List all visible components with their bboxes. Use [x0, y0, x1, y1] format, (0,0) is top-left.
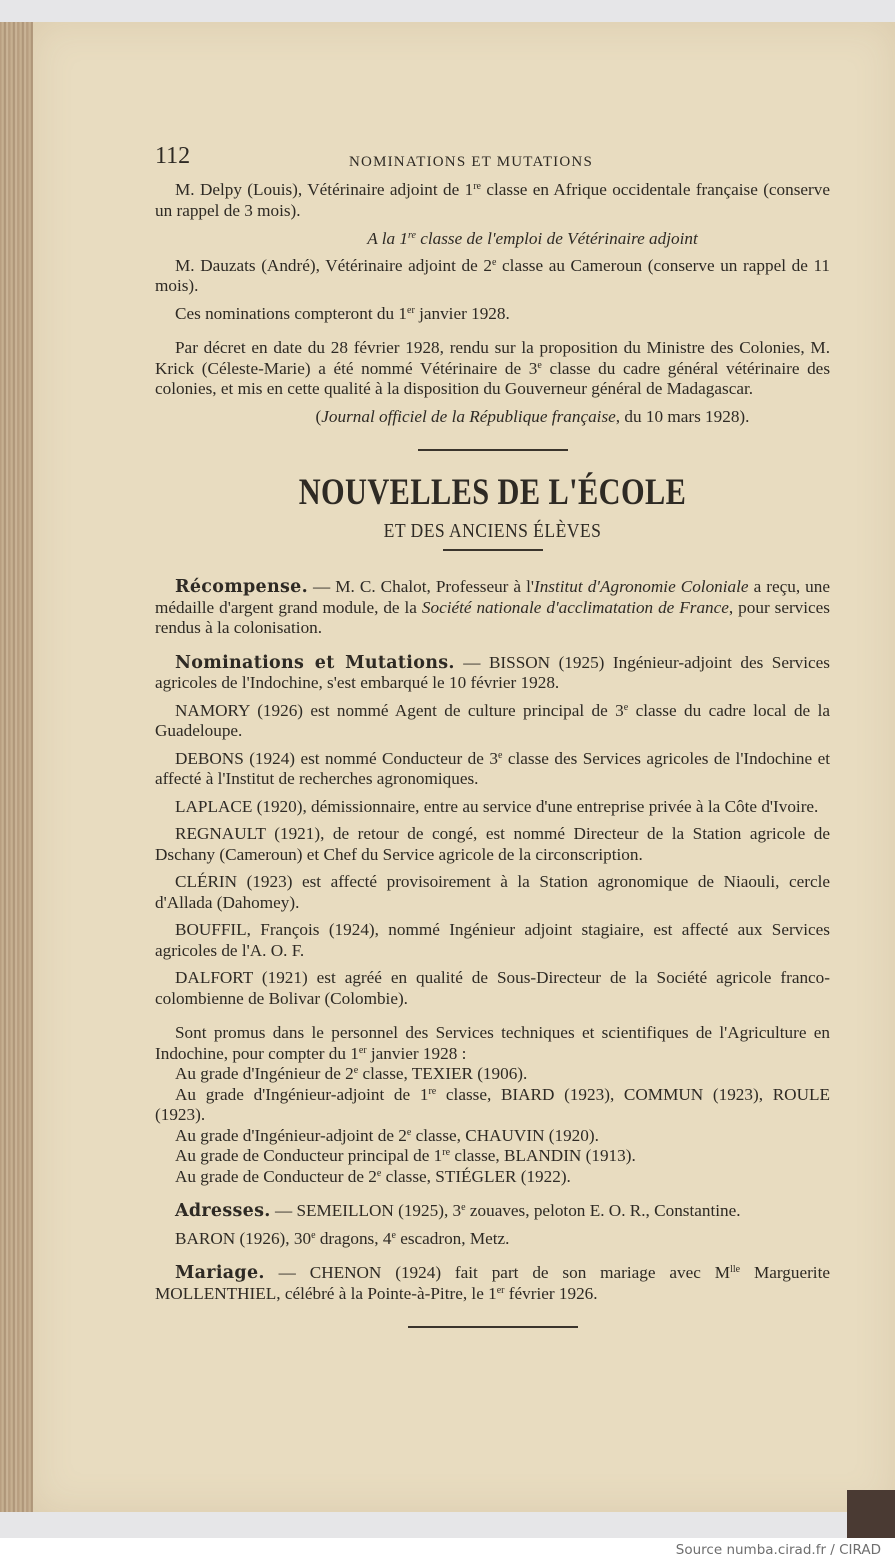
paragraph-effective-date: Ces nominations compteront du 1er janvier 1928. — [175, 303, 510, 323]
page-content — [155, 140, 830, 1328]
paragraph-promotions-intro: Sont promus dans le personnel des Services techniques et scientifiques de l'Agriculture en Indochine, pour compter du 1er janvier 1928 : — [155, 1023, 830, 1063]
section-subtitle: ET DES ANCIENS ÉLÈVES — [383, 520, 602, 542]
nomination-item: DEBONS (1924) est nommé Conducteur de 3e classe des Services agricoles de l'Indochine et affecté à l'Institut de recherches agronomiques. — [155, 748, 831, 788]
subheading-veterinaire-adjoint: A la 1re classe de l'emploi de Vétérinaire adjoint — [367, 229, 698, 248]
running-head — [155, 140, 830, 180]
source-credit: Source numba.cirad.fr / CIRAD — [675, 1542, 881, 1558]
paragraph-adresse-baron: BARON (1926), 30e dragons, 4e escadron, Metz. — [175, 1228, 510, 1248]
section-divider-under-title — [443, 549, 543, 551]
lead-adresses: Adresses. — [175, 1201, 271, 1221]
section-divider-top — [418, 449, 568, 451]
page-number: 112 — [155, 143, 191, 169]
promotion-item: Au grade de Conducteur principal de 1re classe, BLANDIN (1913). — [175, 1146, 636, 1165]
paragraph-nominations: Nominations et Mutations. — BISSON (1925) Ingénieur-adjoint des Services agricoles de l'Indochine, s'est embarqué le 10 février 1928. — [155, 652, 830, 692]
section-divider-bottom — [408, 1326, 578, 1328]
running-title: NOMINATIONS ET MUTATIONS — [349, 154, 593, 170]
nomination-item: NAMORY (1926) est nommé Agent de culture principal de 3e classe du cadre local de la Guadeloupe. — [155, 700, 830, 740]
promotion-item: Au grade de Conducteur de 2e classe, STIÉGLER (1922). — [175, 1166, 571, 1186]
paragraph-recompense: Récompense. — M. C. Chalot, Professeur à l'Institut d'Agronomie Coloniale a reçu, une médaille d'argent grand module, de la Société nationale d'acclimatation de France, pour services rendus à la colonisation. — [155, 577, 830, 637]
nomination-item: BOUFFIL, François (1924), nommé Ingénieur adjoint stagiaire, est affecté aux Services agricoles de l'A. O. F. — [155, 920, 830, 960]
paragraph-dauzats: M. Dauzats (André), Vétérinaire adjoint de 2e classe au Cameroun (conserve un rappel de 11 mois). — [155, 255, 831, 295]
nomination-item: LAPLACE (1920), démissionnaire, entre au service d'une entreprise privée à la Côte d'Ivoire. — [175, 796, 819, 816]
paragraph-mariage: Mariage. — CHENON (1924) fait part de son mariage avec $M^{lle}$ Marguerite MOLLENTHIEL, célébré à la Pointe-à-Pitre, le 1er février 1926. — [155, 1263, 830, 1303]
journal-citation: (Journal officiel de la République française, du 10 mars 1928). — [315, 406, 750, 426]
nomination-item: REGNAULT (1921), de retour de congé, est nommé Directeur de la Station agricole de Dschany (Cameroun) et Chef du Service agricole de la circonscription. — [155, 824, 830, 864]
promotion-item: Au grade d'Ingénieur-adjoint de 1re classe, BIARD (1923), COMMUN (1923), ROULE (1923). — [155, 1084, 830, 1124]
page-edges — [0, 22, 34, 1512]
section-title: NOUVELLES DE L'ÉCOLE — [298, 472, 687, 513]
lead-mariage: Mariage. — [175, 1263, 265, 1283]
paragraph-decret-krick: Par décret en date du 28 février 1928, rendu sur la proposition du Ministre des Colonies, M. Krick (Céleste-Marie) a été nommé Vétérinaire de 3e classe du cadre général vétérinaire des colonies, et mis en cette qualité à la disposition du Gouverneur général de Madagascar. — [155, 338, 831, 398]
paragraph-delpy: M. Delpy (Louis), Vétérinaire adjoint de 1re classe en Afrique occidentale française (conserve un rappel de 3 mois). — [155, 180, 830, 220]
promotion-item: Au grade d'Ingénieur-adjoint de 2e classe, CHAUVIN (1920). — [175, 1125, 599, 1145]
nomination-item: CLÉRIN (1923) est affecté provisoirement à la Station agronomique de Niaouli, cercle d'Allada (Dahomey). — [155, 872, 830, 912]
promotion-item: Au grade d'Ingénieur de 2e classe, TEXIER (1906). — [175, 1064, 528, 1083]
lead-nominations: Nominations et Mutations. — [175, 652, 455, 673]
lead-recompense: Récompense. — [175, 577, 308, 597]
paragraph-adresses: Adresses. — SEMEILLON (1925), 3e zouaves, peloton E. O. R., Constantine. — [175, 1201, 741, 1221]
promotions-list — [155, 1064, 830, 1187]
book-cover-corner — [847, 1490, 895, 1538]
nomination-item: DALFORT (1921) est agréé en qualité de Sous-Directeur de la Société agricole franco-colombienne de Bolivar (Colombie). — [155, 968, 830, 1008]
